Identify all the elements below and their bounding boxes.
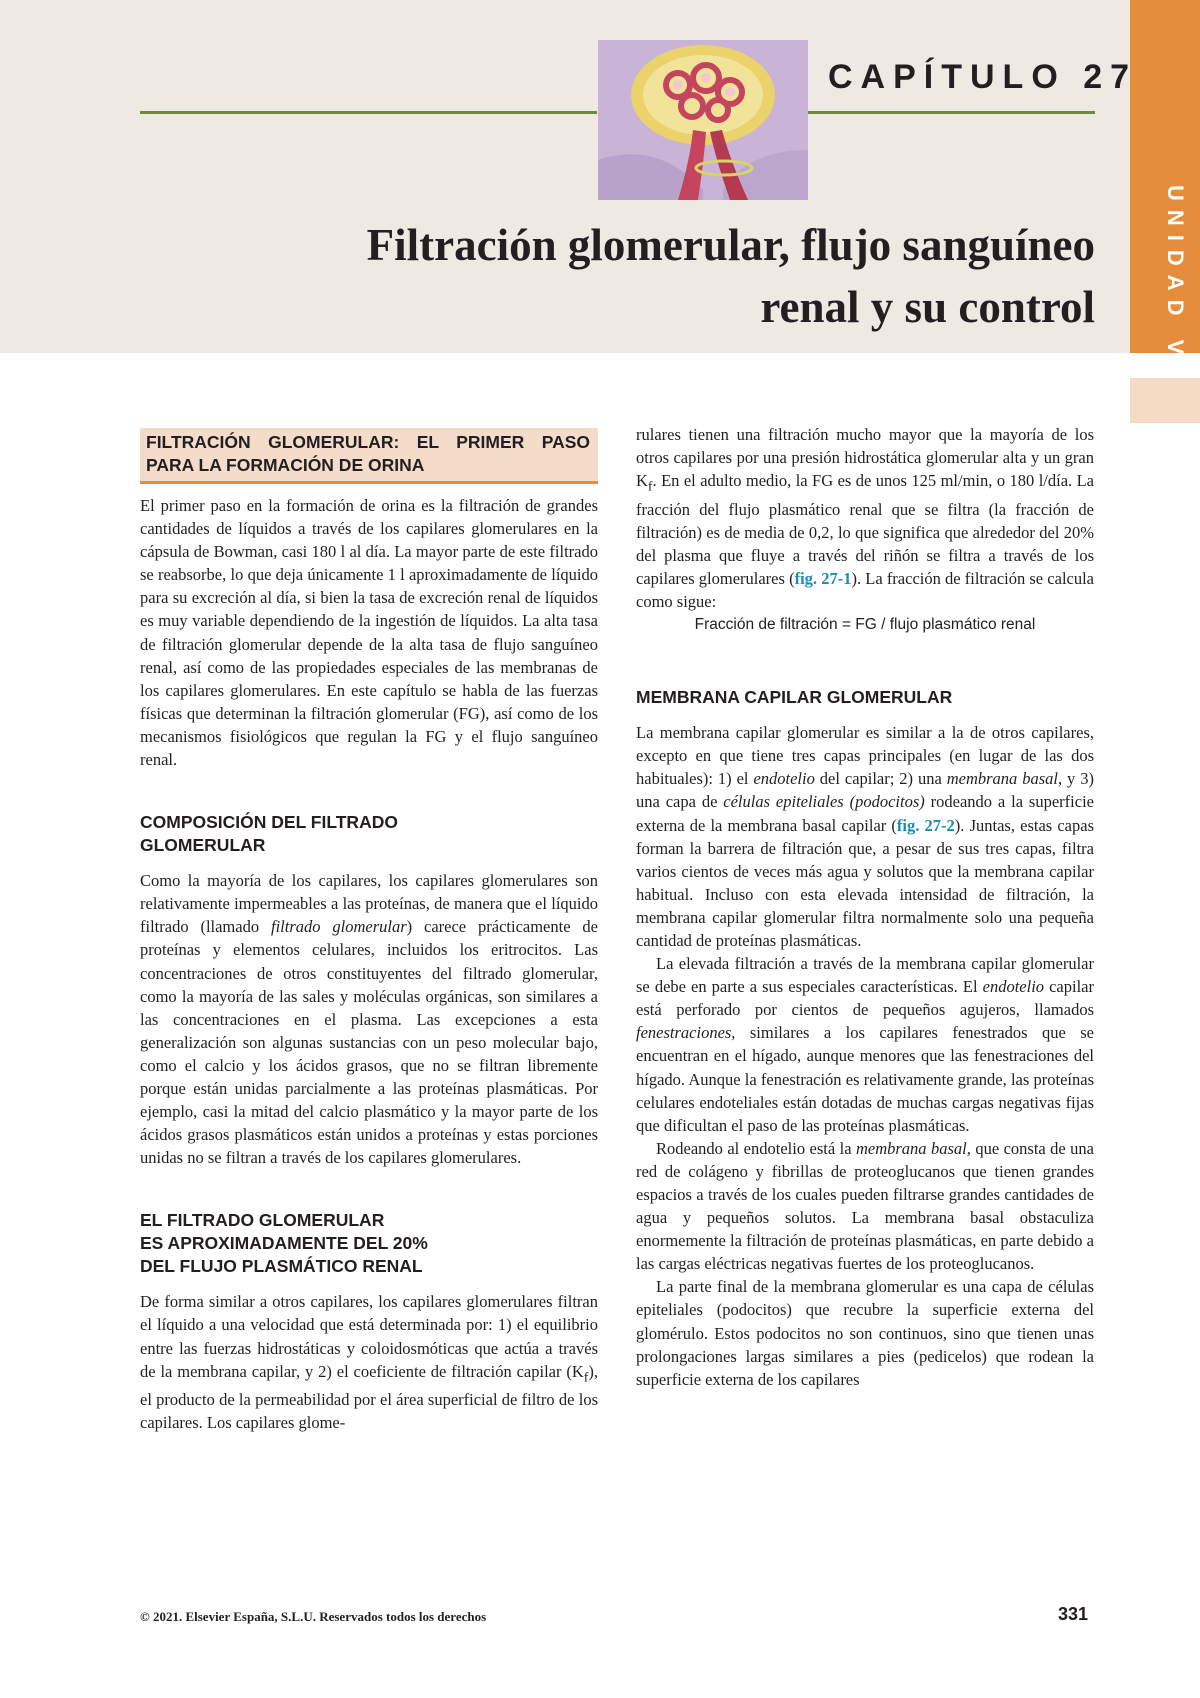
heading-line: COMPOSICIÓN DEL FILTRADO	[140, 812, 398, 833]
emphasis-text: filtrado glomerular	[270, 917, 407, 937]
paragraph-membrana-4: La parte final de la membrana glomerular es una capa de células epiteliales (podocitos) que recubre la superficie externa del glomérulo. Estos podocitos no son continuos, sino que tienen unas prolongaciones largas similares a pies (pedicelos) que rodean la superficie externa de los capilares	[636, 1277, 1094, 1389]
emphasis-text: fenestraciones,	[636, 1023, 736, 1043]
text-run: Como la mayoría de los capilares, los capilares glomerulares son relativamente impermeables a las proteínas, de manera que el líquido filtrado (llamado	[140, 871, 598, 937]
text-run: ). La fracción de filtración se calcula como sigue:	[636, 568, 1095, 611]
emphasis-text: endotelio	[753, 769, 815, 789]
chapter-title	[335, 214, 1095, 338]
filtration-fraction-formula: Fracción de filtración = FG / flujo plasmático renal	[694, 616, 1036, 634]
section-heading-filtrado-20	[140, 1209, 598, 1278]
right-column	[636, 423, 1094, 1391]
left-column	[140, 428, 598, 1434]
chapter-label: CAPÍTULO 27	[828, 58, 1138, 96]
header-rule-right	[808, 111, 1095, 114]
paragraph-intro: El primer paso en la formación de orina es la filtración de grandes cantidades de líquidos a través de los capilares glomerulares en la cápsula de Bowman, casi 180 l al día. La mayor parte de este filtrado se reabsorbe, lo que deja únicamente 1 l aproximadamente de líquido para su excreción al día, si bien la tasa de excreción renal de líquidos es muy variable dependiendo de la ingestión de líquidos. La alta tasa de filtración glomerular depende de la alta tasa de flujo sanguíneo renal, así como de las propiedades especiales de las membranas de los capilares glomerulares. En este capítulo se habla de las fuerzas físicas que determinan la filtración glomerular (FG), así como de los mecanismos fisiológicos que regulan la FG y el flujo sanguíneo renal.	[140, 496, 598, 770]
figure-reference-link[interactable]: fig. 27-2	[896, 815, 955, 835]
text-run: ). Juntas, estas capas forman la barrera de filtración que, a pesar de sus tres capas, filtra varios cientos de veces más agua y solutos que la membrana capilar habitual. Incluso con esta elevada intensidad de filtración, la membrana capilar glomerular filtra normalmente solo una pequeña cantidad de proteínas plasmáticas.	[636, 815, 1094, 950]
heading-line: ES APROXIMADAMENTE DEL 20%	[140, 1233, 428, 1254]
subscript: f	[647, 478, 653, 494]
glomerulus-illustration-icon	[598, 40, 808, 200]
text-run: La membrana capilar glomerular es similar a la de otros capilares, excepto en que tiene tres capas principales (en lugar de las dos habituales): 1) el	[636, 723, 1094, 789]
section-heading-filtracion: FILTRACIÓN GLOMERULAR: EL PRIMER PASO PARA LA FORMACIÓN DE ORINA	[140, 428, 598, 484]
chapter-title-line2: renal y su control	[760, 282, 1095, 332]
text-run: similares a los capilares fenestrados que se encuentran en el hígado, aunque menores que las fenestraciones del hígado. Aunque la fenestración es relativamente grande, las proteínas celulares endoteliales están dotadas de muchas cargas negativas fijas que dificultan el paso de las proteínas plasmáticas.	[636, 1023, 1094, 1135]
text-run: rodeando a la superficie externa de la membrana basal capilar (	[636, 792, 1094, 835]
text-run: capilar está perforado por cientos de pequeños agujeros, llamados	[636, 977, 1094, 1020]
text-run: rulares tienen una filtración mucho mayor que la mayoría de los otros capilares por una presión hidrostática glomerular alta y un gran K	[636, 425, 1094, 491]
figure-reference-link[interactable]: fig. 27-1	[794, 568, 852, 588]
paragraph-membrana-3	[636, 1137, 1094, 1276]
emphasis-text: endotelio	[982, 977, 1045, 997]
subscript: f	[583, 1368, 589, 1384]
text-run: La elevada filtración a través de la membrana capilar glomerular se debe en parte a sus especiales características. El	[636, 954, 1094, 997]
text-run: del capilar; 2) una	[814, 769, 947, 789]
section-heading-composicion	[140, 811, 598, 857]
paragraph-membrana-2	[636, 952, 1094, 1137]
emphasis-text: membrana basal,	[855, 1138, 971, 1158]
copyright-notice: © 2021. Elsevier España, S.L.U. Reservados todos los derechos	[140, 1609, 487, 1624]
chapter-title-line1: Filtración glomerular, flujo sanguíneo	[366, 220, 1095, 270]
paragraph-membrana-1	[636, 721, 1094, 952]
paragraph-continuation	[636, 423, 1094, 613]
text-run: Rodeando al endotelio está la	[656, 1138, 856, 1158]
emphasis-text: membrana basal	[946, 769, 1058, 789]
text-run: De forma similar a otros capilares, los capilares glomerulares filtran el líquido a una velocidad que está determinada por: 1) el equilibrio entre las fuerzas hidrostáticas y coloidosmóticas que actúa a través de la membrana capilar, y 2) el coeficiente de filtración capilar (K	[140, 1292, 598, 1381]
unit-side-tab-lower	[1130, 378, 1200, 423]
text-run: , y 3) una capa de	[636, 769, 1094, 812]
section-heading-membrana: MEMBRANA CAPILAR GLOMERULAR	[636, 687, 953, 708]
heading-line: DEL FLUJO PLASMÁTICO RENAL	[140, 1256, 423, 1277]
text-run: ) carece prácticamente de proteínas y elementos celulares, incluidos los eritrocitos. Las concentraciones de otros constituyentes del filtrado glomerular, como la mayoría de las sales y moléculas orgánicas, son similares a las concentraciones en el plasma. Las excepciones a esta generalización son algunas sustancias con un peso molecular bajo, como el calcio y los ácidos grasos, que no se filtran libremente porque están unidas parcialmente a las proteínas plasmáticas. Por ejemplo, casi la mitad del calcio plasmático y la mayor parte de los ácidos grasos plasmáticos están unidos a proteínas y estas porciones unidas no se filtran a través de los capilares glomerulares.	[140, 917, 598, 1168]
emphasis-text: células epiteliales (podocitos)	[723, 792, 925, 812]
text-run: . En el adulto medio, la FG es de unos 125 ml/min, o 180 l/día. La fracción del flujo plasmático renal que se filtra (la fracción de filtración) es de media de 0,2, lo que significa que alrededor del 20% del plasma que fluye a través del riñón se filtra a través de los capilares glomerulares (	[636, 471, 1094, 588]
text-run: ), el producto de la permeabilidad por el área superficial de filtro de los capilares. Los capilares glome-	[140, 1361, 598, 1433]
heading-line: GLOMERULAR	[140, 835, 266, 856]
unit-label: UNIDAD V	[1163, 185, 1188, 364]
header-rule-left	[140, 111, 597, 114]
page-number: 331	[1058, 1604, 1089, 1624]
paragraph-composicion	[140, 869, 598, 1169]
text-run: que consta de una red de colágeno y fibrillas de proteoglucanos que tienen grandes espacios a través de los cuales pueden filtrarse grandes cantidades de agua y pequeños solutos. La membrana basal obstaculiza enormemente la filtración de proteínas plasmáticas, en parte debido a las cargas eléctricas negativas fuertes de los proteoglucanos.	[636, 1138, 1094, 1274]
paragraph-filtrado-20	[140, 1290, 598, 1434]
heading-line: EL FILTRADO GLOMERULAR	[140, 1210, 385, 1231]
